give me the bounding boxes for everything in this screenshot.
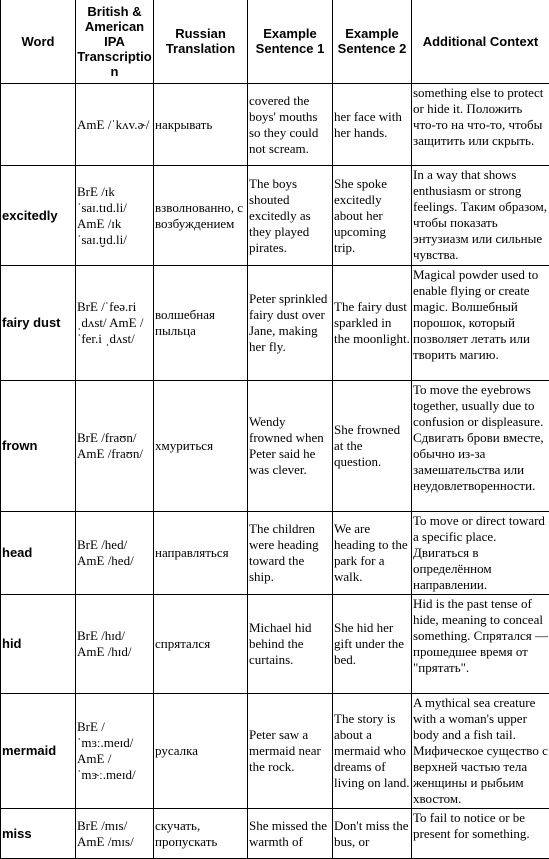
russian-cell: волшебная пыльца <box>154 266 248 381</box>
example-1-cell: Wendy frowned when Peter said he was clever. <box>248 381 333 512</box>
russian-cell: направляться <box>154 512 248 595</box>
example-2-cell: She hid her gift under the bed. <box>333 595 412 694</box>
table-row <box>1 84 549 166</box>
header-russian: Russian Translation <box>154 0 248 84</box>
table-row <box>1 266 549 381</box>
russian-cell: русалка <box>154 694 248 809</box>
context-cell: In a way that shows enthusiasm or strong feelings. Таким образом, чтобы показать энтузиазм или сильные чувства. <box>412 166 549 266</box>
russian-cell: накрывать <box>154 84 248 166</box>
table-row <box>1 512 549 595</box>
ipa-cell: BrE /mɪs/ AmE /mɪs/ <box>76 809 154 859</box>
ipa-cell: BrE /hed/ AmE /hed/ <box>76 512 154 595</box>
context-cell: A mythical sea creature with a woman's upper body and a fish tail. Мифическое существо с верхней частью тела женщины и рыбьим хвостом. <box>412 694 549 809</box>
word-cell <box>1 84 76 166</box>
header-example-1: Example Sentence 1 <box>248 0 333 84</box>
example-1-cell: Peter sprinkled fairy dust over Jane, making her fly. <box>248 266 333 381</box>
example-2-cell: The fairy dust sparkled in the moonlight. <box>333 266 412 381</box>
ipa-cell: BrE /ɪkˈsaɪ.tɪd.li/ AmE /ɪkˈsaɪ.t̬ɪd.li/ <box>76 166 154 266</box>
example-1-cell: The boys shouted excitedly as they played pirates. <box>248 166 333 266</box>
word-cell: frown <box>1 381 76 512</box>
word-cell: excitedly <box>1 166 76 266</box>
example-2-cell: She frowned at the question. <box>333 381 412 512</box>
header-word: Word <box>1 0 76 84</box>
context-cell: To move the eyebrows together, usually due to confusion or displeasure. Сдвигать брови вместе, обычно из-за замешательства или неудовлетворенности. <box>412 381 549 512</box>
russian-cell: скучать, пропускать <box>154 809 248 859</box>
word-cell: hid <box>1 595 76 694</box>
example-1-cell: Peter saw a mermaid near the rock. <box>248 694 333 809</box>
example-2-cell: her face with her hands. <box>333 84 412 166</box>
word-cell: miss <box>1 809 76 859</box>
example-2-cell: She spoke excitedly about her upcoming trip. <box>333 166 412 266</box>
example-1-cell: Michael hid behind the curtains. <box>248 595 333 694</box>
header-context: Additional Context <box>412 0 549 84</box>
example-2-cell: The story is about a mermaid who dreams of living on land. <box>333 694 412 809</box>
ipa-cell: BrE /fraʊn/ AmE /fraʊn/ <box>76 381 154 512</box>
context-cell: Hid is the past tense of hide, meaning to conceal something. Спрятался — прошедшее время от "прятать". <box>412 595 549 694</box>
context-cell: To move or direct toward a specific place. Двигаться в определённом направлении. <box>412 512 549 595</box>
ipa-cell: AmE /ˈkʌv.ɚ/ <box>76 84 154 166</box>
context-cell: To fail to notice or be present for something. <box>412 809 549 859</box>
header-example-2: Example Sentence 2 <box>333 0 412 84</box>
example-1-cell: covered the boys' mouths so they could not scream. <box>248 84 333 166</box>
context-cell: Magical powder used to enable flying or create magic. Волшебный порошок, который позволяет летать или творить магию. <box>412 266 549 381</box>
table-row <box>1 381 549 512</box>
ipa-cell: BrE /ˈmɜː.meɪd/ AmE /ˈmɝː.meɪd/ <box>76 694 154 809</box>
word-cell: head <box>1 512 76 595</box>
russian-cell: спрятался <box>154 595 248 694</box>
example-1-cell: The children were heading toward the ship. <box>248 512 333 595</box>
ipa-cell: BrE /hɪd/ AmE /hɪd/ <box>76 595 154 694</box>
example-1-cell: She missed the warmth of <box>248 809 333 859</box>
russian-cell: взволнованно, с возбуждением <box>154 166 248 266</box>
word-cell: fairy dust <box>1 266 76 381</box>
context-cell: something else to protect or hide it. Положить что-то на что-то, чтобы защитить или скрыть. <box>412 84 549 166</box>
example-2-cell: We are heading to the park for a walk. <box>333 512 412 595</box>
header-ipa: British & American IPA Transcription <box>76 0 154 84</box>
russian-cell: хмуриться <box>154 381 248 512</box>
word-cell: mermaid <box>1 694 76 809</box>
ipa-cell: BrE /ˈfeə.ri ˌdʌst/ AmE /ˈfer.i ˌdʌst/ <box>76 266 154 381</box>
header-row <box>1 0 549 84</box>
example-2-cell: Don't miss the bus, or <box>333 809 412 859</box>
table-row <box>1 595 549 694</box>
table-row <box>1 166 549 266</box>
table-row <box>1 694 549 809</box>
table-row <box>1 809 549 859</box>
